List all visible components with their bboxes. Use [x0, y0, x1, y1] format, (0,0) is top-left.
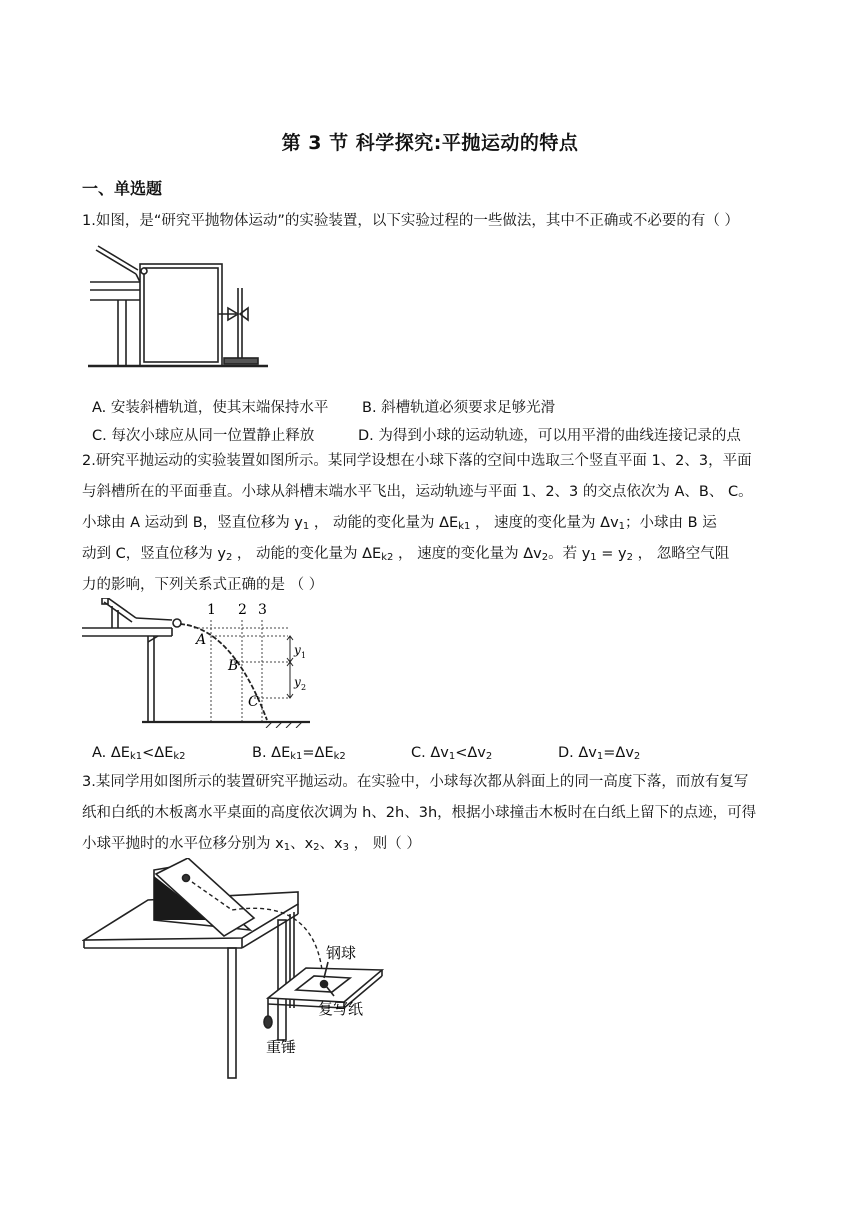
- question-2-line-2: 与斜槽所在的平面垂直。小球从斜槽末端水平飞出，运动轨迹与平面 1、2、3 的交点依次为 A、B、 C。: [82, 484, 753, 500]
- q1-figure: [88, 244, 270, 372]
- question-3-line-1: 3.某同学用如图所示的装置研究平抛运动。在实验中，小球每次都从斜面上的同一高度下落，而放有复写: [82, 774, 749, 790]
- q1-option-a: A. 安装斜槽轨道，使其末端保持水平: [92, 400, 329, 416]
- question-2-line-5: 力的影响，下列关系式正确的是 （ ）: [82, 577, 324, 593]
- y2-label-sub: 2: [301, 683, 307, 692]
- y1-label: y: [294, 643, 301, 657]
- point-label-b: B: [228, 658, 239, 674]
- label-plumb: 重锤: [266, 1038, 297, 1056]
- point-label-a: A: [196, 632, 207, 648]
- q1-option-c: C. 每次小球应从同一位置静止释放: [92, 428, 315, 444]
- q1-option-b: B. 斜槽轨道必须要求足够光滑: [362, 400, 556, 416]
- question-3-line-3: 小球平抛时的水平位移分别为 $x_1$、$x_2$、$x_3$ ， 则（ ）: [82, 836, 421, 853]
- q1-option-d: D. 为得到小球的运动轨迹，可以用平滑的曲线连接记录的点: [358, 428, 741, 444]
- question-1-stem: 1.如图，是“研究平抛物体运动”的实验装置，以下实验过程的一些做法，其中不正确或不必要的有（ ）: [82, 213, 739, 229]
- q2-option-a: A. $\Delta E_{k1}<\Delta E_{k2}$: [92, 745, 186, 762]
- q2-option-b: B. $\Delta E_{k1}=\Delta E_{k2}$: [252, 745, 346, 762]
- plane-label-2: 2: [238, 602, 247, 618]
- point-label-c: C: [248, 694, 259, 710]
- page-title: 第 3 节 科学探究:平抛运动的特点: [281, 132, 579, 154]
- plane-label-3: 3: [258, 602, 267, 618]
- q2-option-d: D. $\Delta v_1=\Delta v_2$: [558, 745, 641, 762]
- question-2-line-1: 2.研究平抛运动的实验装置如图所示。某同学设想在小球下落的空间中选取三个竖直平面 1、2、3，平面: [82, 453, 752, 469]
- question-2-line-4: 动到 C，竖直位移为 $y_2$ ， 动能的变化量为 $\Delta E_{k2}$ ， 速度的变化量为 $\Delta v_2$。若 $y_1 = y_2$ ， 忽略空气阻: [82, 546, 730, 563]
- y2-label: y: [294, 675, 301, 689]
- q2-figure: [82, 598, 314, 728]
- plane-label-1: 1: [207, 602, 216, 618]
- y1-label-sub: 1: [301, 651, 307, 660]
- section-heading: 一、单选题: [82, 179, 163, 198]
- question-3-line-2: 纸和白纸的木板离水平桌面的高度依次调为 h、2h、3h，根据小球撞击木板时在白纸上留下的点迹，可得: [82, 805, 757, 821]
- question-2-line-3: 小球由 A 运动到 B，竖直位移为 $y_1$ ， 动能的变化量为 $\Delta E_{k1}$ ， 速度的变化量为 $\Delta v_1$；小球由 B 运: [82, 515, 717, 532]
- label-steel-ball: 钢球: [326, 944, 357, 962]
- q3-figure: [82, 858, 386, 1084]
- q2-option-c: C. $\Delta v_1<\Delta v_2$: [411, 745, 493, 762]
- label-carbon-paper: 复写纸: [318, 1000, 364, 1018]
